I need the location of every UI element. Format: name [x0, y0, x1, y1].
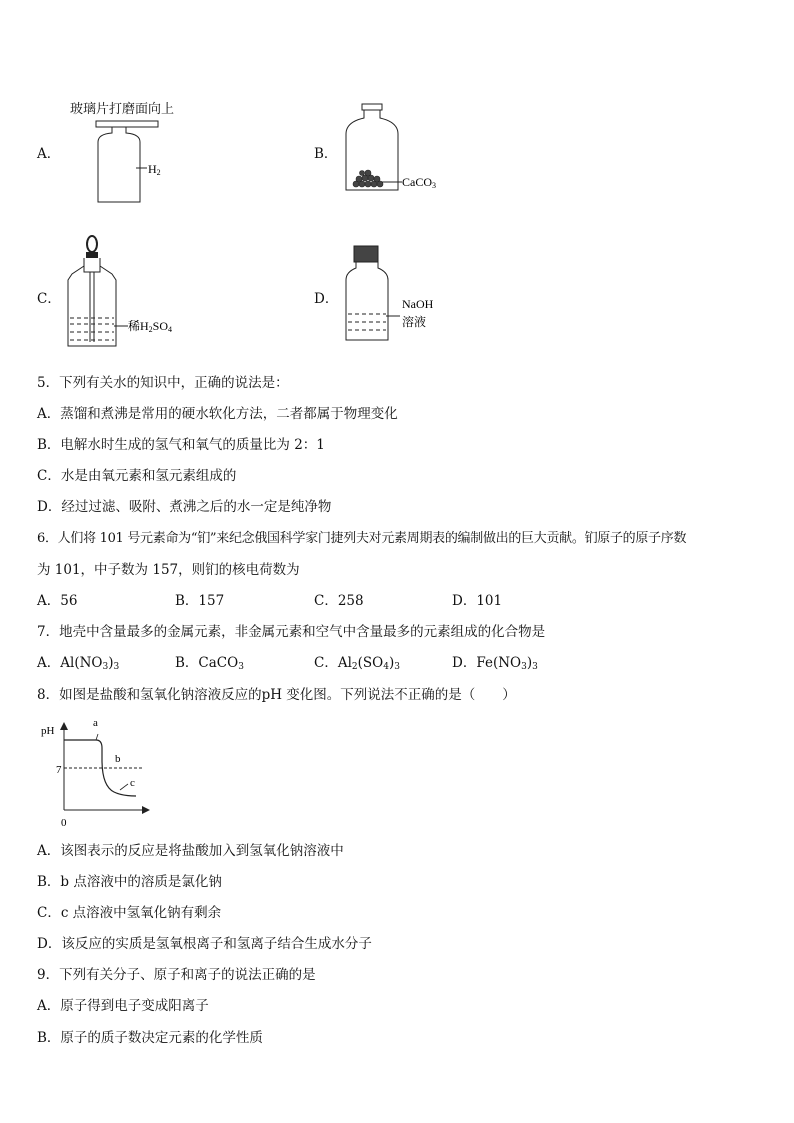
q8-stem: 8．如图是盐酸和氢氧化钠溶液反应的pH 变化图。下列说法不正确的是（ ）: [37, 687, 516, 703]
q9-option-a: A．原子得到电子变成阳离子: [37, 998, 209, 1014]
ph-change-graph: [36, 712, 156, 830]
dropper-bottle-h2so4-illustration: [62, 232, 202, 352]
point-c-label: c: [130, 777, 135, 789]
q8-option-b: B．b 点溶液中的溶质是氯化钠: [37, 874, 222, 890]
q6-stem-line1: 6．人们将 101 号元素命为“钔”来纪念俄国科学家门捷列夫对元素周期表的编制做出的巨大贡献。钔原子的原子序数: [37, 531, 687, 546]
q6-option-b: B．157: [175, 593, 225, 609]
figure-a-caption: 玻璃片打磨面向上: [70, 102, 175, 117]
q9-option-b: B．原子的质子数决定元素的化学性质: [37, 1030, 263, 1046]
ph-tick-7: 7: [56, 764, 62, 776]
q8-option-c: C．c 点溶液中氢氧化钠有剩余: [37, 905, 222, 921]
q7-option-a: A．$Al(NO_3)_3$: [37, 655, 120, 672]
origin-label: 0: [61, 817, 67, 829]
point-a-label: a: [93, 717, 98, 729]
q5-option-d: D．经过过滤、吸附、煮沸之后的水一定是纯净物: [37, 499, 332, 515]
q5-option-b: B．电解水时生成的氢气和氧气的质量比为 2：1: [37, 437, 325, 453]
dilute-h2so4-label: 稀H2SO4: [128, 319, 173, 334]
q7-option-c: C．$Al_2(SO_4)_3$: [314, 655, 400, 672]
wide-bottle-caco3-illustration: [340, 100, 450, 196]
q7-option-d: D．$Fe(NO_3)_3$: [452, 655, 538, 672]
option-letter-c: C．: [37, 291, 61, 307]
q6-option-a: A．56: [37, 593, 78, 609]
h2-label: H2: [148, 162, 161, 177]
q5-option-c: C．水是由氧元素和氢元素组成的: [37, 468, 237, 484]
q5-option-a: A．蒸馏和煮沸是常用的硬水软化方法，二者都属于物理变化: [37, 406, 398, 422]
ph-axis-label: pH: [41, 725, 55, 737]
q6-stem-line2: 为 101，中子数为 157，则钔的核电荷数为: [37, 562, 300, 578]
naoh-label: NaOH: [402, 297, 434, 311]
q6-option-d: D．101: [452, 593, 503, 609]
q9-stem: 9．下列有关分子、原子和离子的说法正确的是: [37, 967, 316, 983]
point-b-label: b: [115, 753, 121, 765]
option-letter-d: D．: [314, 291, 339, 307]
option-letter-a: A．: [37, 146, 61, 162]
q8-option-a: A．该图表示的反应是将盐酸加入到氢氧化钠溶液中: [37, 843, 344, 859]
q5-stem: 5．下列有关水的知识中，正确的说法是：: [37, 375, 289, 391]
gas-bottle-h2-illustration: [90, 118, 200, 208]
option-letter-b: B．: [314, 146, 338, 162]
caco3-label: CaCO3: [402, 175, 436, 190]
solution-label: 溶液: [402, 315, 427, 329]
q6-option-c: C．258: [314, 593, 364, 609]
q8-option-d: D．该反应的实质是氢氧根离子和氢离子结合生成水分子: [37, 936, 372, 952]
rubber-stopper-bottle-naoh-illustration: [340, 244, 460, 344]
q7-option-b: B．CaCO$_3$: [175, 655, 244, 672]
q7-stem: 7．地壳中含量最多的金属元素，非金属元素和空气中含量最多的元素组成的化合物是: [37, 624, 546, 640]
